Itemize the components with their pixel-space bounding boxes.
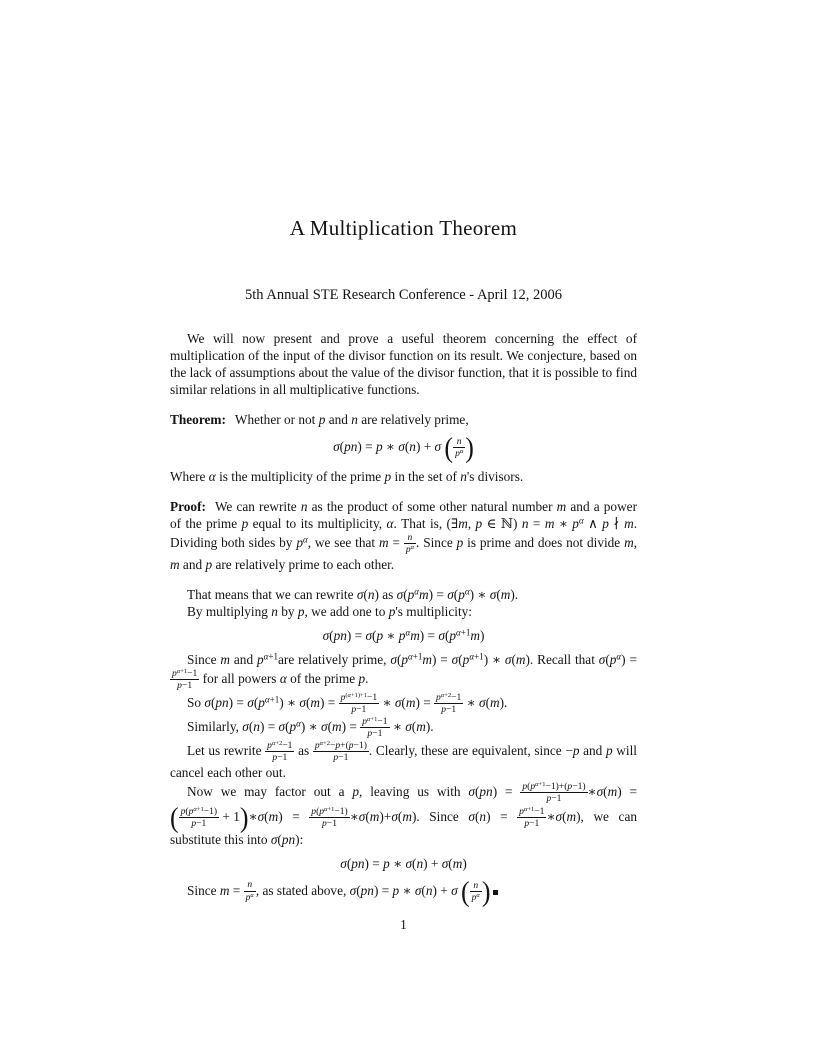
proof-line-multiply: By multiplying n by p, we add one to p's multiplicity:	[187, 603, 472, 619]
proof-paragraph	[170, 498, 637, 573]
proof-opening: We can rewrite n as the product of some other natural number m and a power of the prime p equal to its multiplicity, α. That is, (∃m, p ∈ ℕ) n = m ∗ $p^\alpha$ ∧ p ∤ m. Dividing both sides by $p^\alpha$, we see that m = $\frac{n}{p^\alpha}$ . Since p is prime and does not divide m, m and p are relatively prime to each other.	[170, 498, 638, 572]
proof-line-similarly: Similarly, $\sigma(n) = \sigma(p^\alpha)$ ∗ σ(m) = $\frac{p^{\alpha+1}-1}{p-1}$ ∗ σ(m).	[187, 715, 434, 740]
document-title: A Multiplication Theorem	[289, 216, 518, 240]
page-number: 1	[400, 917, 407, 932]
equation-result: σ(pn) = p ∗ σ(n) + σ(m)	[340, 855, 467, 871]
theorem-where-clause: Where α is the multiplicity of the prime p in the set of n's divisors.	[170, 468, 524, 484]
equation-theorem: σ(pn) = p ∗ σ(n) + σ ( $\frac{n}{p^\alpha}$ )	[333, 431, 474, 464]
intro-paragraph: We will now present and prove a useful theorem concerning the effect of multiplication of the input of the divisor function on its result. We conjecture, based on the lack of assumptions about the value of the divisor function, that it is possible to find similar relations in all multiplicative functions.	[170, 331, 637, 397]
document-subtitle: 5th Annual STE Research Conference - April 12, 2006	[245, 287, 562, 303]
proof-label: Proof:	[170, 498, 206, 514]
document-page	[170, 0, 638, 908]
proof-line-so: So $\sigma(pn) = \sigma(p^{\alpha+1})$ ∗ σ(m) = $\frac{p^{(\alpha+1)+1}-1}{p-1}$ ∗ σ(m) = $\frac{p^{\alpha+2}-1}{p-1}$ ∗ σ(m).	[187, 691, 508, 716]
qed-symbol	[493, 890, 498, 895]
theorem-label: Theorem:	[170, 412, 226, 427]
theorem-paragraph	[170, 411, 637, 428]
theorem-statement: Whether or not p and n are relatively prime,	[234, 412, 469, 427]
proof-paragraph-relatively-prime: Since m and $p^{\alpha+1}are$ relatively prime, $\sigma(p^{\alpha+1}m) = \sigma(p^{\alpha+1})$ ∗ σ(m). Recall that $\sigma(p^\alpha)$ = $\frac{p^{\alpha+1}-1}{p-1}$ for all powers α of the prime p.	[172, 651, 637, 692]
equation-multiplicity: σ(pn) = σ(p ∗ $p^\alpha m) = \sigma(p^{\alpha+1}m)$	[322, 627, 485, 643]
document-body	[170, 330, 638, 908]
proof-paragraph-factor-out: Now we may factor out a p, leaving us with σ(pn) = $\frac{p(p^{\alpha+1}-1)+(p-1)}{p-1}$ ∗σ(m) = ( $\frac{p(p^{\alpha+1}-1)}{p-1}$ + 1 ) ∗σ(m) = $\frac{p(p^{\alpha+1}-1)}{p-1}$ ∗σ(m)+σ(m). Since σ(n) = $\frac{p^{\alpha+1}-1}{p-1}$ ∗σ(m), we can substitute this into σ(pn):	[170, 780, 637, 847]
proof-paragraph-rewrite-fraction: Let us rewrite $\frac{p^{\alpha+2}-1}{p-1}$ as $\frac{p^{\alpha+2}-p+(p-1)}{p-1}$ . Clearly, these are equivalent, since −p and p will cancel each other out.	[170, 739, 637, 780]
proof-conclusion: Since m = $\frac{n}{p^\alpha}$ , as stated above, σ(pn) = p ∗ σ(n) + σ ( $\frac{n}{p^\alpha}$ )	[170, 879, 637, 905]
proof-line-rewrite: That means that we can rewrite σ(n) as $\sigma(p^\alpha m) = \sigma(p^\alpha)$ ∗ σ(m).	[187, 586, 519, 602]
